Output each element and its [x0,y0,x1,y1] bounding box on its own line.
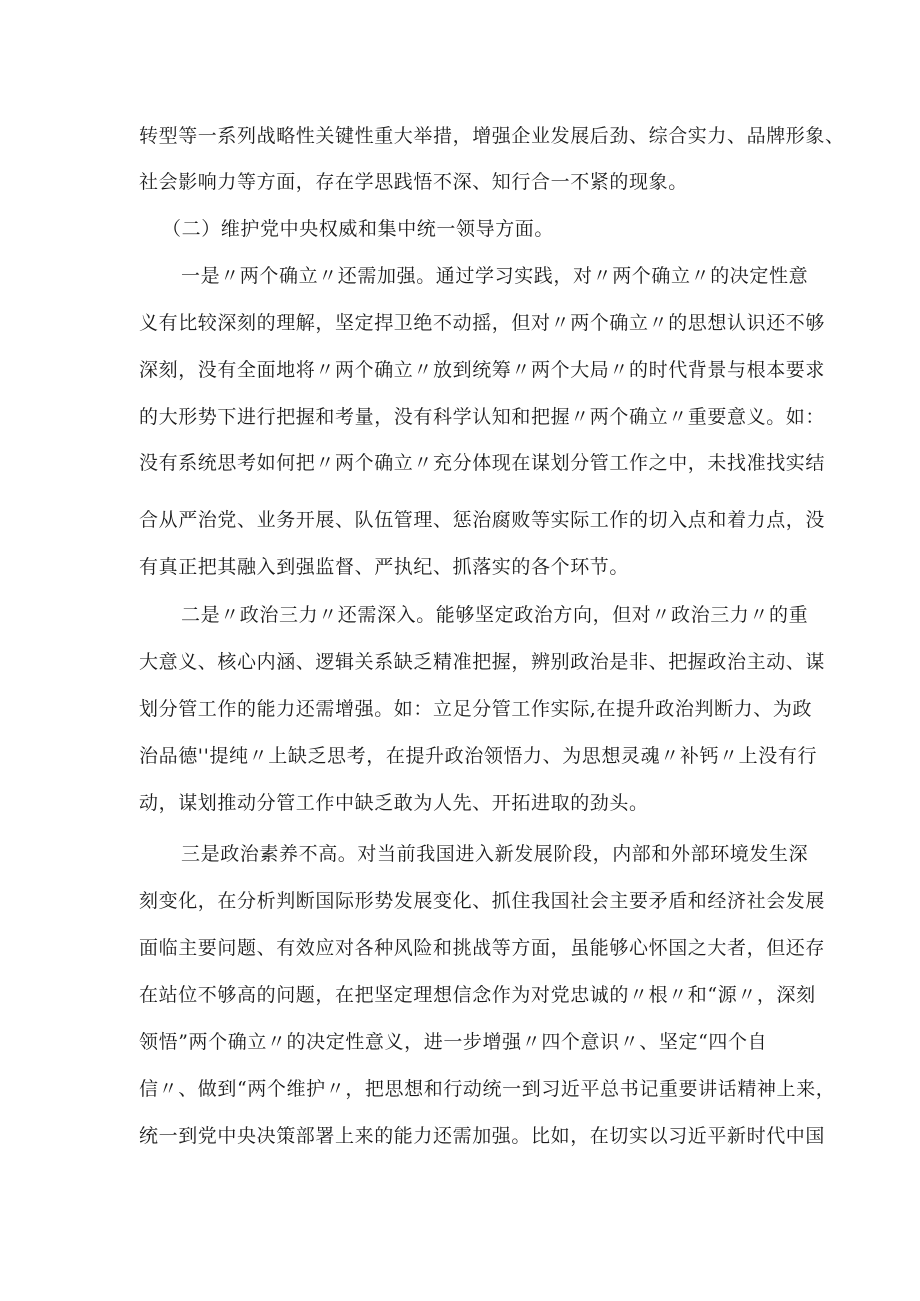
text-line: 在站位不够高的问题，在把坚定理想信念作为对党忠诚的〃根〃和“源〃，深刻 [139,984,816,1006]
text-line: 义有比较深刻的理解，坚定捍卫绝不动摇，但对〃两个确立〃的思想认识还不够 [139,312,826,334]
text-line: 信〃、做到“两个维护〃，把思想和行动统一到习近平总书记重要讲话精神上来， [139,1078,836,1100]
text-line: 一是〃两个确立〃还需加强。通过学习实践，对〃两个确立〃的决定性意 [181,265,809,287]
text-line: 领悟”两个确立〃的决定性意义，进一步增强〃四个意识〃、坚定“四个自 [139,1031,768,1053]
section-heading: （二）维护党中央权威和集中统一领导方面。 [162,218,555,240]
text-line: 划分管工作的能力还需增强。如：立足分管工作实际,在提升政治判断力、为政 [139,698,813,720]
text-line: 没有系统思考如何把〃两个确立〃充分体现在谋划分管工作之中，未找准找实结 [139,452,826,474]
text-line: 治品德''提纯〃上缺乏思考，在提升政治领悟力、为思想灵魂〃补钙〃上没有行 [139,745,818,767]
text-line: 社会影响力等方面，存在学思践悟不深、知行合一不紧的现象。 [139,171,688,193]
text-line: 大意义、核心内涵、逻辑关系缺乏精准把握，辨别政治是非、把握政治主动、谋 [139,651,826,673]
text-line: 动，谋划推动分管工作中缺乏敢为人先、开拓进取的劲头。 [139,792,649,814]
text-line: 面临主要问题、有效应对各种风险和挑战等方面，虽能够心怀国之大者，但还存 [139,937,826,959]
text-line: 统一到党中央决策部署上来的能力还需加强。比如，在切实以习近平新时代中国 [139,1125,826,1147]
text-line: 的大形势下进行把握和考量，没有科学认知和把握〃两个确立〃重要意义。如： [139,406,826,428]
text-line: 三是政治素养不高。对当前我国进入新发展阶段，内部和外部环境发生深 [181,843,809,865]
text-line: 深刻，没有全面地将〃两个确立〃放到统筹〃两个大局〃的时代背景与根本要求 [139,359,826,381]
text-line: 有真正把其融入到强监督、严执纪、抓落实的各个环节。 [139,556,630,578]
text-line: 刻变化，在分析判断国际形势发展变化、抓住我国社会主要矛盾和经济社会发展 [139,890,826,912]
text-line: 二是〃政治三力〃还需深入。能够坚定政治方向，但对〃政治三力〃的重 [181,604,809,626]
text-line: 转型等一系列战略性关键性重大举措，增强企业发展后劲、综合实力、品牌形象、 [139,125,845,147]
text-line: 合从严治党、业务开展、队伍管理、惩治腐败等实际工作的切入点和着力点，没 [139,509,826,531]
